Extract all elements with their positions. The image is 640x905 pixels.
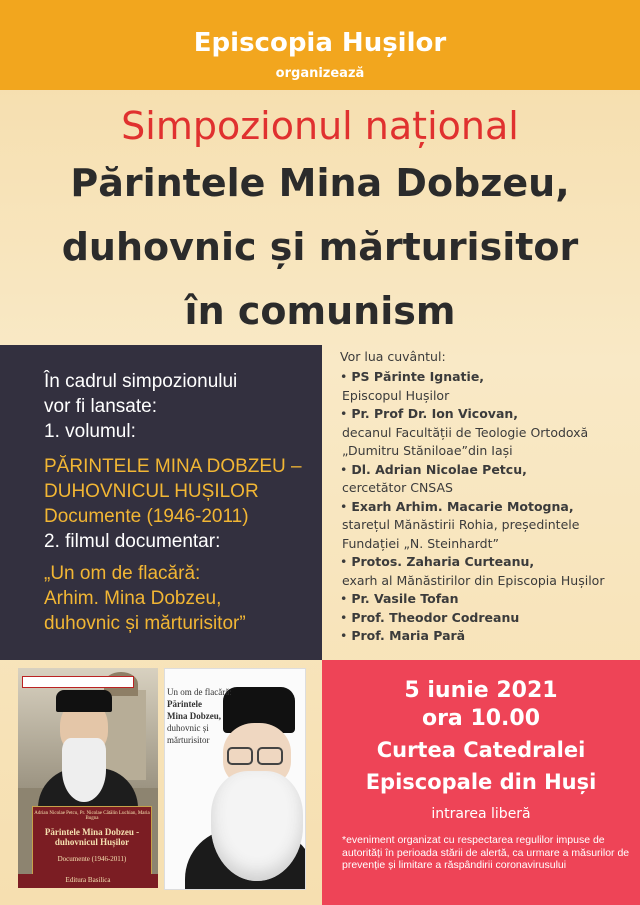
speaker-item: • Exarh Arhim. Macarie Motogna, starețul Mănăstirii Rohia, președintele Fundației „N. Steinhardt” <box>340 498 640 554</box>
monk-hat <box>56 690 112 712</box>
organization-name: Episcopia Hușilor <box>193 28 447 58</box>
speaker-name: Prof. Maria Pară <box>351 628 466 643</box>
speaker-name: Pr. Prof Dr. Ion Vicovan, <box>351 406 519 421</box>
speaker-item: • Pr. Vasile Tofan <box>340 591 459 606</box>
monk-beard <box>62 738 106 802</box>
speaker-item: • Prof. Theodor Codreanu <box>340 609 520 625</box>
book1-authors: Adrian Nicolae Petcu, Pr. Nicolae Cătălin Luchian, Maria Bugna <box>34 811 150 821</box>
publisher-band <box>18 874 158 888</box>
book1-publisher: Editura Basilica <box>65 876 111 884</box>
launch-line: „Un om de flacără: <box>44 563 201 584</box>
glasses-icon <box>227 747 253 765</box>
speaker-name: Exarh Arhim. Macarie Motogna, <box>351 498 574 514</box>
launch-line: PĂRINTELE MINA DOBZEU – <box>44 456 302 477</box>
speaker-desc: exarh al Mănăstirilor din Episcopia Hușilor <box>342 572 605 588</box>
event-title-line-1: Părintele Mina Dobzeu, <box>70 161 570 205</box>
book-cover-documents <box>18 668 158 888</box>
speaker-name: Protos. Zaharia Curteanu, <box>351 554 535 569</box>
book2-line5: mărturisitor <box>167 735 210 745</box>
admission-info: intrarea liberă <box>431 806 531 822</box>
book2-line2: Părintele <box>167 699 202 709</box>
speaker-item: • Pr. Prof Dr. Ion Vicovan, decanul Facultății de Teologie Ortodoxă „Dumitru Stăniloae”din Iași <box>340 405 640 461</box>
speakers-intro: Vor lua cuvântul: <box>340 349 446 364</box>
book-covers <box>0 660 322 905</box>
poster-header <box>0 0 640 90</box>
speaker-name: PS Părinte Ignatie, <box>351 369 485 384</box>
launch-line: vor fi lansate: <box>44 396 157 417</box>
speaker-name: Prof. Theodor Codreanu <box>351 609 520 625</box>
speaker-name: Dl. Adrian Nicolae Petcu, <box>351 461 527 477</box>
book2-line3: Mina Dobzeu, <box>167 711 221 721</box>
launch-line: Documente (1946-2011) <box>44 506 249 527</box>
speaker-desc: decanul Facultății de Teologie Ortodoxă „Dumitru Stăniloae”din Iași <box>342 424 589 458</box>
event-time: ora 10.00 <box>421 706 541 731</box>
speaker-desc: cercetător CNSAS <box>342 480 453 495</box>
event-title-line-3: în comunism <box>184 289 456 333</box>
monk-beard <box>211 771 303 881</box>
book-title-label <box>32 806 152 876</box>
launch-panel <box>0 345 322 660</box>
launch-line: duhovnic și mărturisitor” <box>44 613 246 634</box>
event-details <box>322 660 640 905</box>
glasses-icon <box>257 747 283 765</box>
book1-subtitle: Documente (1946-2011) <box>57 855 127 863</box>
organizes-label: organizează <box>275 66 365 81</box>
speaker-item: • Dl. Adrian Nicolae Petcu, cercetător CNSAS <box>340 461 640 498</box>
event-date: 5 iunie 2021 <box>404 678 558 703</box>
event-kind: Simpozionul național <box>121 104 519 148</box>
speaker-desc: Episcopul Hușilor <box>342 387 450 403</box>
book2-line4: duhovnic și <box>167 723 209 733</box>
speaker-name: Pr. Vasile Tofan <box>351 591 459 606</box>
event-title-line-2: duhovnic și mărturisitor <box>61 225 579 269</box>
book-cover-film <box>164 668 306 890</box>
covid-note: *eveniment organizat cu respectarea regulilor impuse de autorități în perioada stării de alertă, ca urmare a măsurilor de prevenție și limitare a răspândirii coronavirusului <box>342 834 630 871</box>
launch-line: Arhim. Mina Dobzeu, <box>44 588 222 609</box>
speakers-list <box>340 348 640 646</box>
book2-line1: Un om de flacără: <box>167 687 232 697</box>
launch-line: DUHOVNICUL HUȘILOR <box>44 481 259 502</box>
series-banner <box>22 676 134 688</box>
event-place-line-1: Curtea Catedralei <box>376 738 586 762</box>
speaker-desc: starețul Mănăstirii Rohia, președintele Fundației „N. Steinhardt” <box>342 517 580 551</box>
event-place-line-2: Episcopale din Huși <box>365 770 597 794</box>
book1-title: Părintele Mina Dobzeu - duhovnicul Hușilor <box>44 827 140 847</box>
speaker-item: • Prof. Maria Pară <box>340 628 466 643</box>
launch-line: 1. volumul: <box>44 421 136 442</box>
speaker-item: • PS Părinte Ignatie, Episcopul Hușilor <box>340 368 640 405</box>
launch-line: În cadrul simpozionului <box>44 371 238 392</box>
launch-line: 2. filmul documentar: <box>44 531 221 552</box>
speaker-item: • Protos. Zaharia Curteanu, exarh al Mănăstirilor din Episcopia Hușilor <box>340 553 640 590</box>
